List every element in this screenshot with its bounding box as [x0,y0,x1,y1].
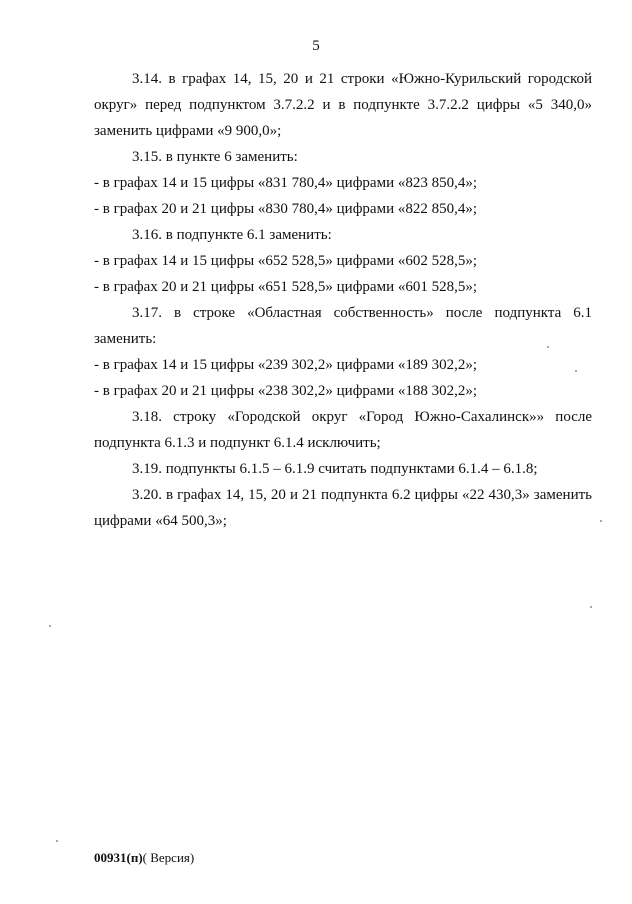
paragraph-3-15: 3.15. в пункте 6 заменить: [132,149,298,165]
list-item: - в графах 20 и 21 цифры «830 780,4» цифрами «822 850,4»; [94,201,478,217]
scan-speck [49,625,51,627]
scan-speck [547,346,549,348]
page-number: 5 [312,38,320,54]
list-item: - в графах 14 и 15 цифры «239 302,2» цифрами «189 302,2»; [94,357,478,373]
list-item: - в графах 20 и 21 цифры «238 302,2» цифрами «188 302,2»; [94,383,478,399]
paragraph-3-19: 3.19. подпункты 6.1.5 – 6.1.9 считать подпунктами 6.1.4 – 6.1.8; [132,461,538,477]
paragraph-3-17: 3.17. в строке «Областная собственность» после подпункта 6.1 заменить: [94,305,592,347]
paragraph-3-18: 3.18. строку «Городской округ «Город Южно-Сахалинск»» после подпункта 6.1.3 и подпункт 6.1.4 исключить; [94,409,592,451]
list-item: - в графах 14 и 15 цифры «831 780,4» цифрами «823 850,4»; [94,175,478,191]
document-body [94,66,592,534]
document-footer [94,850,194,866]
list-item: - в графах 14 и 15 цифры «652 528,5» цифрами «602 528,5»; [94,253,478,269]
footer-version: ( Версия) [142,850,195,865]
scan-speck [590,606,592,608]
scan-speck [575,370,577,372]
paragraph-3-14: 3.14. в графах 14, 15, 20 и 21 строки «Южно-Курильский городской округ» перед подпунктом 3.7.2.2 и в подпункте 3.7.2.2 цифры «5 340,0» заменить цифрами «9 900,0»; [94,71,592,139]
scan-speck [600,520,602,522]
paragraph-3-20: 3.20. в графах 14, 15, 20 и 21 подпункта 6.2 цифры «22 430,3» заменить цифрами «64 500,3»; [94,487,592,529]
scan-speck [56,840,58,842]
paragraph-3-16: 3.16. в подпункте 6.1 заменить: [132,227,332,243]
footer-document-code: 00931(п) [94,850,143,865]
list-item: - в графах 20 и 21 цифры «651 528,5» цифрами «601 528,5»; [94,279,478,295]
